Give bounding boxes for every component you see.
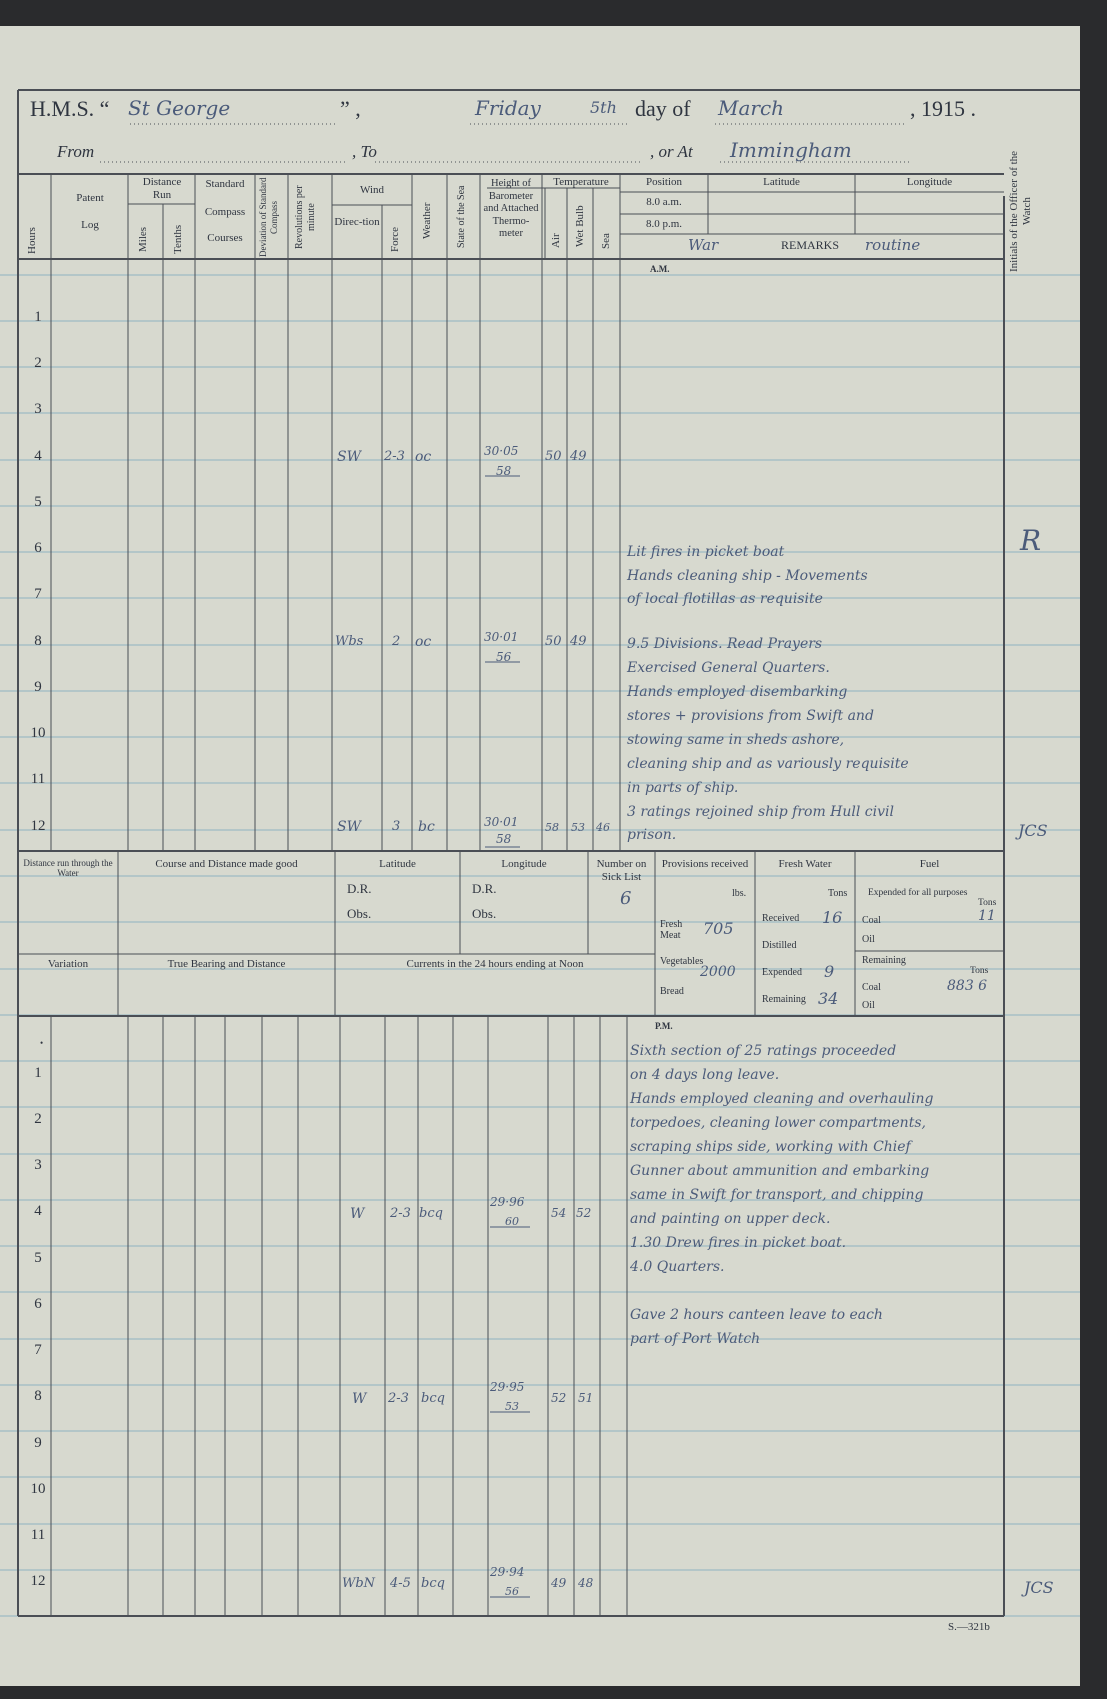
col-weather: Weather [421,202,433,240]
am12-barometer: 30·01 [484,815,519,829]
pm-hour-7: 7 [34,1342,42,1358]
am-remark-line: Hands employed disembarking [627,684,848,700]
pm-remark-line: and painting on upper deck. [630,1211,831,1227]
mid-remaining-val: 34 [818,989,839,1008]
pm8-barometer: 29·95 [490,1380,525,1394]
pm-remark-line: on 4 days long leave. [630,1067,780,1083]
am4-air: 50 [545,449,562,464]
am8-direction: Wbs [335,634,364,649]
place: Immingham [730,138,852,162]
pm4-weather: bcq [419,1206,443,1221]
am-hour-12: 12 [30,818,46,834]
am8-force: 2 [392,634,401,649]
mid-coal2-val: 883 6 [947,978,988,994]
mid-dr-long: D.R. [472,881,497,896]
pm8-wet: 51 [578,1391,594,1405]
am4-wet: 49 [570,449,587,464]
am-initial-2: JCS [1018,821,1048,840]
month: March [718,96,785,120]
pm-remark-line: same in Swift for transport, and chipping [630,1187,924,1203]
mid-provisions: Provisions received [661,858,749,870]
am4-weather: oc [415,449,432,465]
mid-received-val: 16 [822,908,843,927]
pm12-thermometer: 56 [505,1585,519,1598]
pm4-force: 2-3 [390,1206,411,1221]
pm-hour-4: 4 [34,1203,42,1219]
am-remark-line: in parts of ship. [627,780,739,796]
pm12-weather: bcq [421,1576,445,1591]
am-remark-line: Lit fires in picket boat [627,544,785,560]
col-force: Force [389,226,401,252]
or-at-label: , or At [650,142,693,161]
am-hour-2: 2 [34,355,42,371]
am-label: A.M. [650,264,670,274]
am-remark-line: cleaning ship and as variously requisite [627,756,909,772]
mid-lbs: lbs. [732,888,747,899]
pm-remark-line: 4.0 Quarters. [630,1259,725,1275]
col-direction: Direc-tion [334,216,380,228]
am-hour-9: 9 [34,679,42,695]
col-standard: Standard [205,178,245,190]
mid-fresh-water: Fresh Water [778,858,832,870]
am12-weather: bc [418,819,435,835]
am8-air: 50 [545,634,562,649]
pm-remark-line: scraping ships side, working with Chief [630,1139,911,1155]
date-number: 5th [590,98,617,117]
am-hour-11: 11 [30,771,46,787]
am12-wet: 53 [571,821,585,834]
pm4-wet: 52 [576,1206,592,1220]
mid-dr-lat: D.R. [347,881,372,896]
pm-hour-8: 8 [34,1388,42,1404]
col-temperature: Temperature [553,176,609,188]
log-page [0,26,1080,1686]
am12-air: 58 [545,821,559,834]
pm4-thermometer: 60 [505,1215,519,1228]
am-hour-4: 4 [34,448,42,464]
am-hour-8: 8 [34,633,42,649]
mid-variation: Variation [47,958,89,970]
from-label: From [57,142,95,161]
col-wet-bulb: Wet Bulb [574,205,586,247]
col-tenths: Tenths [172,224,184,254]
mid-fuel: Fuel [919,858,940,870]
mid-vegetables-val: 2000 [700,964,736,980]
pm-hour-1: 1 [34,1065,42,1081]
remarks-war: War [688,236,719,254]
pm-hour-10: 10 [30,1481,46,1497]
pm12-air: 49 [551,1576,567,1590]
col-log: Log [81,219,99,231]
am-remark-line: 9.5 Divisions. Read Prayers [627,636,823,652]
col-miles: Miles [137,226,149,252]
mid-expended: Expended [762,967,802,978]
am8-weather: oc [415,634,432,650]
pm-label: P.M. [655,1021,673,1031]
col-latitude: Latitude [763,176,800,188]
mid-remaining: Remaining [762,994,806,1005]
mid-expended-val: 9 [824,962,835,981]
col-hours: Hours [26,227,38,255]
mid-longitude: Longitude [501,858,547,870]
col-deviation: Deviation of Standard Compass [258,177,279,257]
pm-remark-line: Hands employed cleaning and overhauling [630,1091,934,1107]
mid-coal-val: 11 [978,908,996,924]
am-remark-line: of local flotillas as requisite [627,591,823,607]
am4-direction: SW [337,449,361,465]
am4-force: 2-3 [384,449,405,464]
col-revolutions: Revolutions per minute [294,185,317,249]
remarks-routine: routine [865,236,921,254]
mid-received: Received [762,913,800,924]
pm12-barometer: 29·94 [490,1565,525,1579]
mid-oil: Oil [862,934,875,945]
am-hour-5: 5 [34,494,42,510]
col-remarks: REMARKS [780,238,839,252]
pm-hour-6: 6 [34,1296,42,1312]
pm8-force: 2-3 [388,1391,409,1406]
form-number: S.—321b [948,1621,990,1633]
col-position: Position [645,176,683,188]
col-wind: Wind [360,184,384,196]
mid-dist-water: Distance run through the Water [23,858,113,878]
pm-initial: JCS [1024,1578,1054,1597]
pm-remark-line: Gave 2 hours canteen leave to each [630,1307,883,1323]
pm12-force: 4-5 [390,1576,411,1591]
pm4-air: 54 [551,1206,567,1220]
col-barometer: Height of Barometer and Attached Thermo-meter [483,178,539,239]
am-remark-line: prison. [627,827,677,843]
pm-remark-line: part of Port Watch [630,1331,761,1347]
am8-thermometer: 56 [496,650,512,664]
am-remark-line: stowing same in sheds ashore, [627,732,845,748]
am-hour-6: 6 [34,540,42,556]
mid-coal: Coal [862,915,881,926]
mid-currents: Currents in the 24 hours ending at Noon [406,958,584,970]
pm4-barometer: 29·96 [490,1195,525,1209]
pm12-direction: WbN [342,1576,376,1591]
mid-vegetables: Vegetables [660,956,704,967]
pm-hour-5: 5 [34,1250,42,1266]
ditto-mark: ” , [340,96,361,121]
am-hour-1: 1 [34,309,42,325]
mid-fuel-tons: Tons [978,898,997,908]
weekday: Friday [475,96,541,120]
pm-remark-line: torpedoes, cleaning lower compartments, [630,1115,926,1131]
mid-distilled: Distilled [762,940,797,951]
mid-fuel-tons2: Tons [970,966,989,976]
mid-obs-long: Obs. [472,906,497,921]
pm8-thermometer: 53 [505,1400,519,1413]
col-pos-am: 8.0 a.m. [646,196,682,208]
pm-remark-line: 1.30 Drew fires in picket boat. [630,1235,847,1251]
pm-hour-11: 11 [30,1527,46,1543]
ruling-grid [0,26,1080,1686]
pm8-weather: bcq [421,1391,445,1406]
pm-remark-line: Sixth section of 25 ratings proceeded [630,1043,897,1059]
mid-latitude: Latitude [379,858,416,870]
mid-sick-list: Number on Sick List [596,858,647,883]
hms-prefix: H.M.S. “ [30,96,110,121]
am-remark-line: stores + provisions from Swift and [627,708,874,724]
am-remark-line: Exercised General Quarters. [627,660,830,676]
am4-thermometer: 58 [496,464,512,478]
pm-remark-line: Gunner about ammunition and embarking [630,1163,930,1179]
am4-barometer: 30·05 [484,444,519,458]
col-compass: Compass [204,206,246,218]
am8-barometer: 30·01 [484,630,519,644]
pm12-wet: 48 [578,1576,594,1590]
mid-bread: Bread [660,986,684,997]
day-of-label: day of [635,96,691,121]
col-patent: Patent [76,192,104,204]
pm-hour-3: 3 [34,1157,42,1173]
col-air: Air [550,233,562,249]
pm8-direction: W [352,1391,367,1407]
pm8-air: 52 [551,1391,567,1405]
to-label: , To [352,142,377,161]
am-initial-1: R [1020,524,1042,557]
mid-true-bearing: True Bearing and Distance [167,958,286,970]
pm-hour-2: 2 [34,1111,42,1127]
mid-fuel-remaining: Remaining [862,955,906,966]
pm-dot: • [40,1038,44,1048]
col-state-sea: State of the Sea [456,185,467,249]
am-remark-line: Hands cleaning ship - Movements [627,568,868,584]
col-pos-pm: 8.0 p.m. [645,218,683,230]
pm4-direction: W [350,1206,365,1222]
am12-force: 3 [392,819,401,834]
col-distance-run: Distance Run [142,176,182,201]
am-hour-10: 10 [30,725,46,741]
mid-fresh-meat: Fresh Meat [660,919,683,941]
mid-sick-value: 6 [620,888,632,909]
am12-sea: 46 [596,821,610,834]
mid-fresh-meat-val: 705 [703,919,734,938]
col-sea: Sea [600,233,612,249]
mid-water-tons: Tons [828,888,848,899]
ship-name: St George [128,96,231,120]
am12-direction: SW [337,819,361,835]
pm-hour-9: 9 [34,1435,42,1451]
mid-oil2: Oil [862,1000,875,1011]
col-initials: Initials of the Officer of the Watch [1008,150,1033,272]
pm-hour-12: 12 [30,1573,46,1589]
am8-wet: 49 [570,634,587,649]
am12-thermometer: 58 [496,832,512,846]
mid-coal2: Coal [862,982,881,993]
col-longitude: Longitude [906,176,953,188]
mid-expended-all: Expended for all purposes [868,888,968,898]
mid-course-dist: Course and Distance made good [155,858,298,870]
am-hour-3: 3 [34,401,42,417]
am-remark-line: 3 ratings rejoined ship from Hull civil [627,804,894,820]
year: , 1915 . [910,96,976,121]
col-courses: Courses [207,232,243,244]
am-hour-7: 7 [34,586,42,602]
mid-obs-lat: Obs. [347,906,372,921]
